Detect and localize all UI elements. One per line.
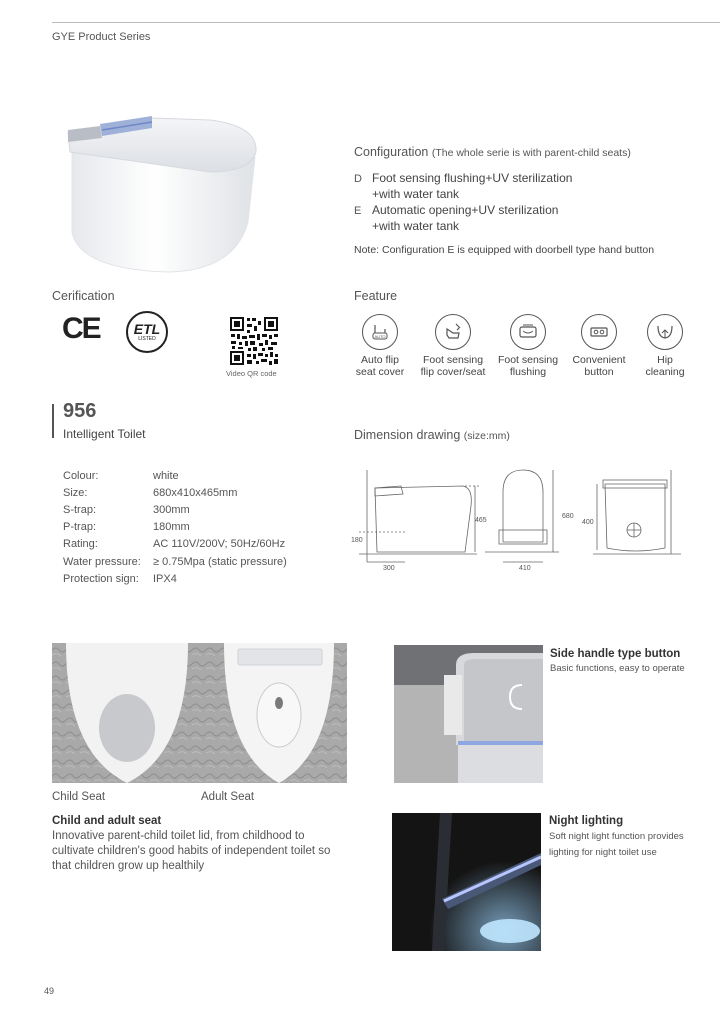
configuration-subtitle: (The whole serie is with parent-child seats) (431, 147, 631, 159)
spec-table (63, 470, 343, 600)
feature-auto-flip (345, 314, 415, 378)
foot-sensing-flip-icon (435, 314, 471, 350)
feature-label: Hip (657, 354, 673, 366)
etl-mark (126, 311, 168, 353)
spec-value: ≥ 0.75Mpa (static pressure) (153, 556, 287, 568)
dim-label-680: 680 (562, 513, 574, 520)
product-image (60, 112, 265, 277)
feature-label: button (584, 366, 614, 378)
dimension-heading (354, 428, 510, 442)
feature-convenient-button (564, 314, 634, 378)
dimension-unit: (size:mm) (463, 430, 510, 442)
feature-foot-sensing-flip (418, 314, 488, 378)
spec-key: P-trap: (63, 521, 97, 533)
dimension-drawing (345, 462, 695, 574)
spec-row (63, 573, 343, 587)
etl-text: ETL (133, 321, 161, 337)
side-handle-photo (394, 645, 543, 783)
spec-key: Water pressure: (63, 556, 141, 568)
model-number: 956 (63, 400, 97, 422)
configuration-note: Note: Configuration E is equipped with doorbell type hand button (354, 244, 655, 256)
spec-row (63, 470, 343, 484)
certification-title: Cerification (52, 289, 115, 303)
header-rule (52, 22, 720, 23)
config-line: +with water tank (372, 187, 460, 201)
foot-sensing-flush-icon (510, 314, 546, 350)
page-number: 49 (44, 986, 55, 996)
auto-badge-text: AUTO (374, 334, 386, 339)
config-item-e (354, 203, 558, 234)
feature-label: flip cover/seat (420, 366, 486, 378)
video-qr-code[interactable] (229, 316, 279, 366)
hip-cleaning-icon (647, 314, 683, 350)
seat-photos (52, 643, 347, 783)
etl-listed: LISTED (138, 336, 156, 342)
dim-label-465: 465 (475, 517, 487, 524)
auto-flip-icon (362, 314, 398, 350)
feature-label: flushing (509, 366, 547, 378)
spec-value: 680x410x465mm (153, 487, 238, 499)
spec-value: white (153, 470, 179, 482)
adult-seat-caption: Adult Seat (201, 791, 255, 803)
feature-label: Convenient (572, 354, 626, 366)
dim-label-400: 400 (582, 519, 594, 526)
side-handle-description: Basic functions, easy to operate (550, 663, 685, 674)
config-line: +with water tank (372, 219, 460, 233)
config-line: Foot sensing flushing+UV sterilization (372, 171, 573, 185)
night-lighting-title: Night lighting (549, 815, 624, 827)
convenient-button-icon (581, 314, 617, 350)
spec-value: IPX4 (153, 573, 177, 585)
feature-label: seat cover (355, 366, 405, 378)
spec-value: 180mm (153, 521, 190, 533)
feature-label: Auto flip (361, 354, 399, 366)
child-seat-caption: Child Seat (52, 791, 106, 803)
side-handle-title: Side handle type button (550, 648, 681, 660)
config-item-d (354, 171, 572, 202)
feature-hip-cleaning (630, 314, 700, 378)
spec-value: AC 110V/200V; 50Hz/60Hz (153, 538, 286, 550)
spec-key: Protection sign: (63, 573, 139, 585)
dim-label-410: 410 (519, 565, 531, 572)
seats-title: Child and adult seat (52, 815, 162, 827)
config-letter: E (354, 205, 362, 217)
model-name: Intelligent Toilet (63, 427, 146, 441)
feature-foot-sensing-flush (493, 314, 563, 378)
spec-key: Colour: (63, 470, 99, 482)
ce-mark: CE (62, 312, 100, 345)
spec-row (63, 504, 343, 518)
feature-label: cleaning (645, 366, 685, 378)
night-lighting-description: Soft night light function provides lighting for night toilet use (549, 831, 684, 858)
spec-row (63, 538, 343, 552)
spec-key: Size: (63, 487, 88, 499)
spec-value: 300mm (153, 504, 190, 516)
config-letter: D (354, 173, 362, 185)
feature-label: Foot sensing (422, 354, 484, 366)
spec-row (63, 487, 343, 501)
configuration-title: Configuration (354, 145, 429, 159)
dim-label-180: 180 (351, 537, 363, 544)
feature-title: Feature (354, 289, 398, 303)
spec-row (63, 521, 343, 535)
spec-row (63, 556, 343, 570)
dim-label-300: 300 (383, 565, 395, 572)
series-title: GYE Product Series (52, 31, 151, 43)
feature-label: Foot sensing (497, 354, 559, 366)
spec-key: Rating: (63, 538, 98, 550)
configuration-heading (354, 145, 631, 159)
model-accent-bar (52, 404, 54, 438)
night-lighting-photo (392, 813, 541, 951)
qr-caption: Video QR code (226, 369, 277, 378)
config-line: Automatic opening+UV sterilization (372, 203, 559, 217)
spec-key: S-trap: (63, 504, 97, 516)
dimension-title: Dimension drawing (354, 428, 461, 442)
seats-description: Innovative parent-child toilet lid, from childhood to cultivate children's good habits of independent toilet so that children grow up healthily (52, 830, 331, 872)
